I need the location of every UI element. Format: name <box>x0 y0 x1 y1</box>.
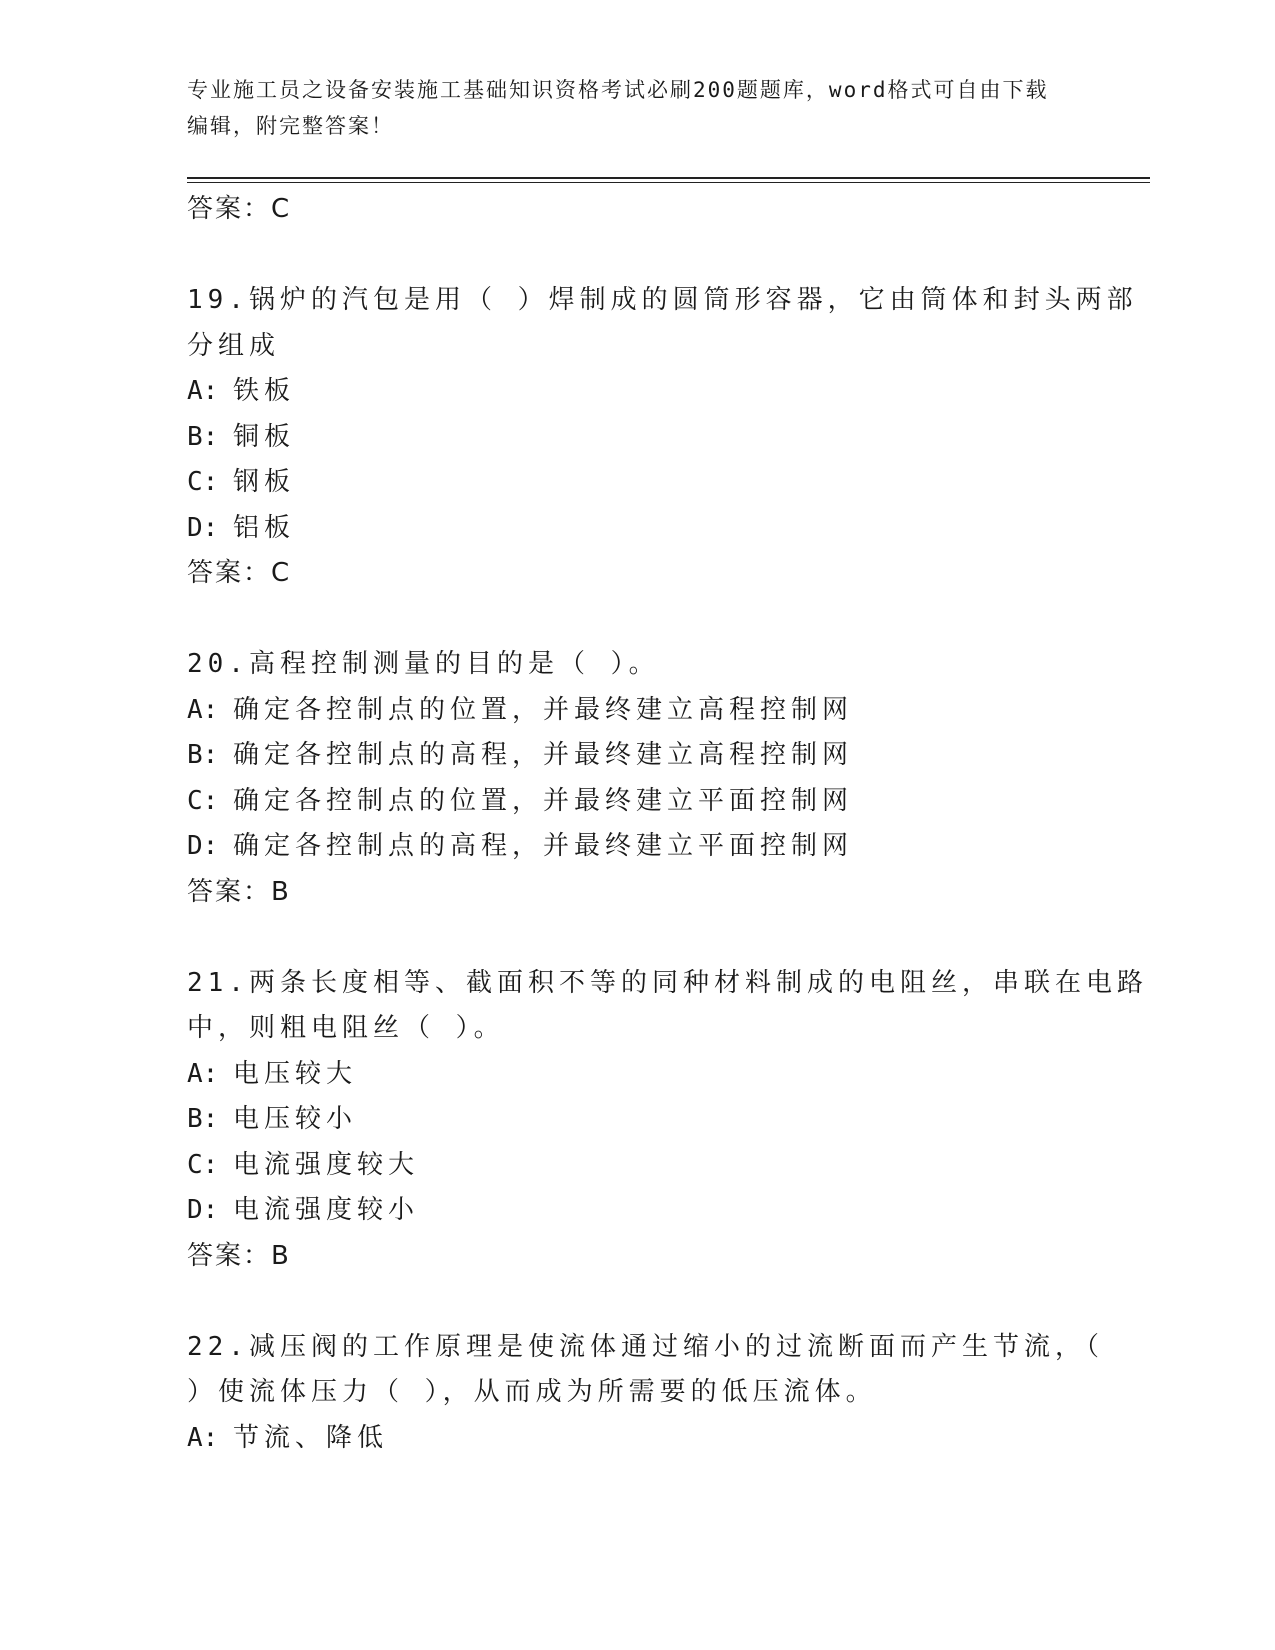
option-label: A: <box>187 1058 219 1089</box>
spacer <box>187 233 1087 279</box>
option-label: D: <box>187 512 219 543</box>
option-label: B: <box>187 421 219 452</box>
option-label: D: <box>187 831 219 861</box>
question-list <box>187 187 1148 1461</box>
question-text-line: 19.锅炉的汽包是用（ ）焊制成的圆筒形容器，它由筒体和封头两部 <box>187 285 1138 315</box>
option-label: A: <box>187 694 219 725</box>
answer-line: 答案：B <box>187 876 291 907</box>
header-rule-thin <box>187 182 1150 183</box>
question-text-line: ）使流体压力（ ），从而成为所需要的低压流体。 <box>187 1377 877 1407</box>
question-text-line: 中，则粗电阻丝（ ）。 <box>187 1013 505 1043</box>
option-text: 确定各控制点的位置，并最终建立高程控制网 <box>233 694 854 725</box>
question-19 <box>187 278 1138 597</box>
question-20 <box>187 642 1087 915</box>
question-21 <box>187 961 1148 1280</box>
option-label: C: <box>187 1149 219 1180</box>
option-text: 确定各控制点的高程，并最终建立平面控制网 <box>233 831 854 861</box>
spacer <box>187 1279 1087 1325</box>
answer-line: 答案：C <box>187 194 292 224</box>
option-label: A: <box>187 1422 219 1453</box>
option-a <box>187 688 1087 734</box>
option-text: 铝板 <box>233 512 296 543</box>
question-text-line: 22.减压阀的工作原理是使流体通过缩小的过流断面而产生节流，（ <box>187 1331 1104 1362</box>
option-label: A: <box>187 376 219 406</box>
option-text: 铁板 <box>233 376 296 406</box>
spacer <box>187 915 1087 961</box>
option-text: 铜板 <box>233 421 296 452</box>
question-text-line: 20.高程控制测量的目的是（ ）。 <box>187 649 660 679</box>
option-a <box>187 369 1087 415</box>
option-text: 节流、降低 <box>233 1422 389 1453</box>
option-text: 电流强度较小 <box>233 1195 420 1225</box>
answer-line: 答案：C <box>187 558 292 588</box>
option-d <box>187 506 1087 552</box>
option-d <box>187 1188 1087 1234</box>
option-label: C: <box>187 785 219 816</box>
option-text: 电压较大 <box>233 1058 358 1089</box>
option-a <box>187 1052 1087 1098</box>
option-b <box>187 1097 1087 1143</box>
question-text-line: 21.两条长度相等、截面积不等的同种材料制成的电阻丝，串联在电路 <box>187 967 1148 998</box>
option-c <box>187 779 1087 825</box>
option-text: 电流强度较大 <box>233 1149 420 1180</box>
spacer <box>187 597 1087 643</box>
option-c <box>187 1143 1087 1189</box>
option-label: B: <box>187 740 219 770</box>
option-label: C: <box>187 467 219 497</box>
option-text: 确定各控制点的高程，并最终建立高程控制网 <box>233 740 854 770</box>
option-text: 电压较小 <box>233 1104 358 1134</box>
document-header: 专业施工员之设备安装施工基础知识资格考试必刷200题题库，word格式可自由下载编辑，附完整答案！ <box>187 78 1049 138</box>
option-a <box>187 1416 1087 1462</box>
option-c <box>187 460 1087 506</box>
option-text: 确定各控制点的位置，并最终建立平面控制网 <box>233 785 854 816</box>
option-d <box>187 824 1087 870</box>
question-22 <box>187 1325 1104 1462</box>
option-b <box>187 733 1087 779</box>
header-rule-thick <box>187 177 1150 179</box>
option-label: B: <box>187 1104 219 1134</box>
answer-line: 答案：B <box>187 1240 291 1271</box>
option-text: 钢板 <box>233 467 296 497</box>
question-text-line: 分组成 <box>187 330 281 361</box>
option-b <box>187 415 1087 461</box>
option-label: D: <box>187 1195 219 1225</box>
